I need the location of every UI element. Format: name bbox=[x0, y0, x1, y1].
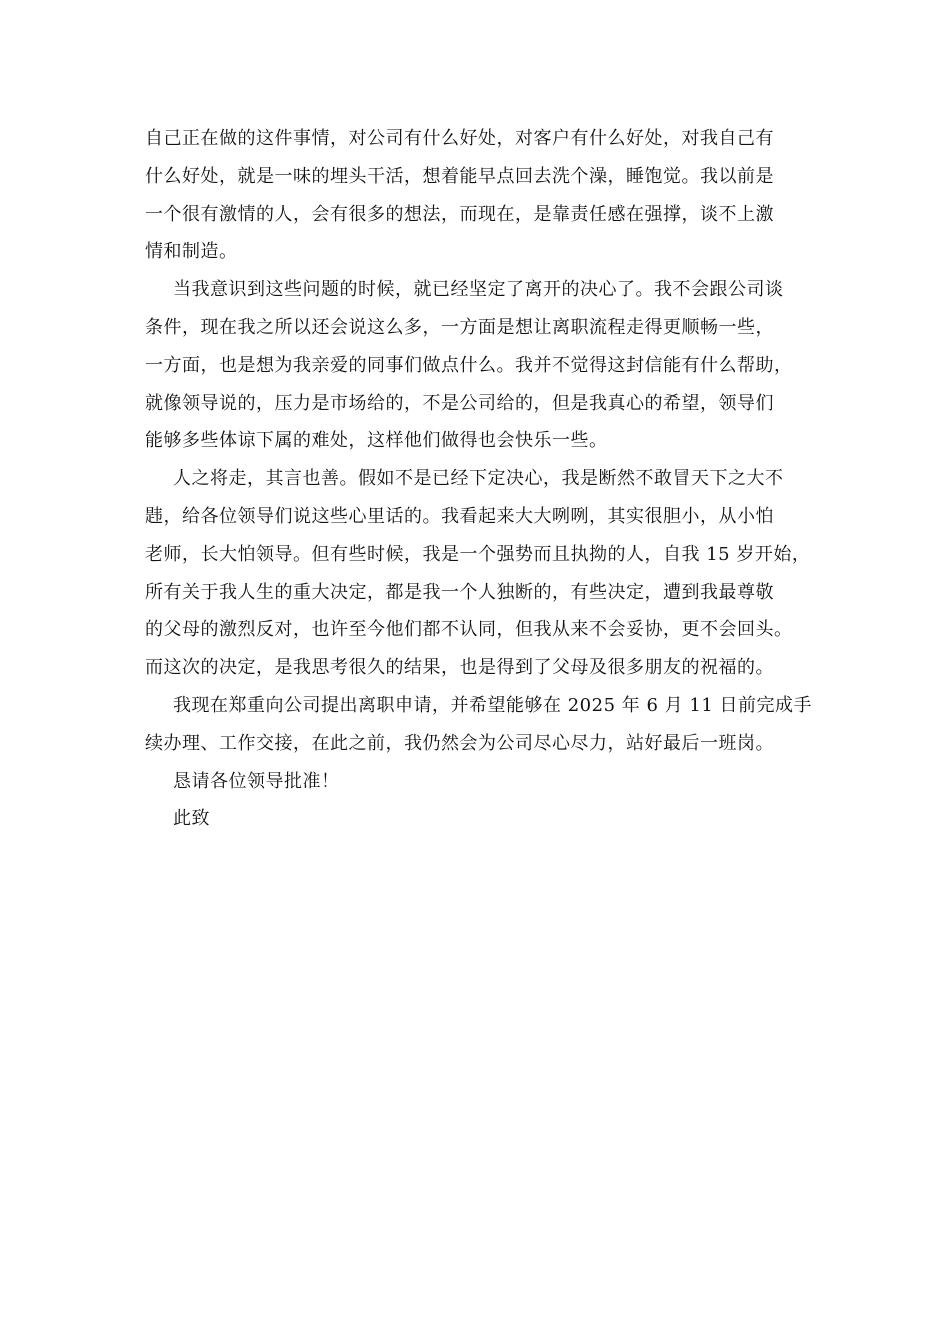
text-line: 一方面，也是想为我亲爱的同事们做点什么。我并不觉得这封信能有什么帮助， bbox=[145, 354, 793, 376]
text-line: 老师，长大怕领导。但有些时候，我是一个强势而且执拗的人，自我 15 岁开始， bbox=[145, 543, 811, 565]
text-line: 人之将走，其言也善。假如不是已经下定决心，我是断然不敢冒天下之大不 bbox=[173, 468, 784, 490]
text-line: 所有关于我人生的重大决定，都是我一个人独断的，有些决定，遭到我最尊敬 bbox=[145, 581, 774, 603]
text-line: 续办理、工作交接，在此之前，我仍然会为公司尽心尽力，站好最后一班岗。 bbox=[145, 732, 774, 754]
text-line: 我现在郑重向公司提出离职申请，并希望能够在 2025 年 6 月 11 日前完成手 bbox=[173, 694, 812, 716]
text-line: 一个很有激情的人，会有很多的想法，而现在，是靠责任感在强撑，谈不上激 bbox=[145, 203, 774, 225]
text-line: 自己正在做的这件事情，对公司有什么好处，对客户有什么好处，对我自己有 bbox=[145, 128, 774, 149]
text-line: 的父母的激烈反对，也许至今他们都不认同，但我从来不会妥协，更不会回头。 bbox=[145, 619, 793, 641]
text-line: 韪，给各位领导们说这些心里话的。我看起来大大咧咧，其实很胆小，从小怕 bbox=[145, 505, 774, 527]
letter-body bbox=[145, 120, 815, 838]
text-line: 什么好处，就是一味的埋头干活，想着能早点回去洗个澡，睡饱觉。我以前是 bbox=[145, 165, 774, 187]
text-line: 能够多些体谅下属的难处，这样他们做得也会快乐一些。 bbox=[145, 430, 608, 452]
text-line: 恳请各位领导批准！ bbox=[173, 770, 340, 792]
text-line: 当我意识到这些问题的时候，就已经坚定了离开的决心了。我不会跟公司谈 bbox=[173, 279, 784, 301]
text-line: 就像领导说的，压力是市场给的，不是公司给的，但是我真心的希望，领导们 bbox=[145, 392, 774, 414]
text-line: 条件，现在我之所以还会说这么多，一方面是想让离职流程走得更顺畅一些， bbox=[145, 316, 774, 338]
text-line: 此致 bbox=[173, 808, 210, 830]
text-line: 情和制造。 bbox=[145, 241, 238, 263]
text-line: 而这次的决定，是我思考很久的结果，也是得到了父母及很多朋友的祝福的。 bbox=[145, 657, 774, 679]
